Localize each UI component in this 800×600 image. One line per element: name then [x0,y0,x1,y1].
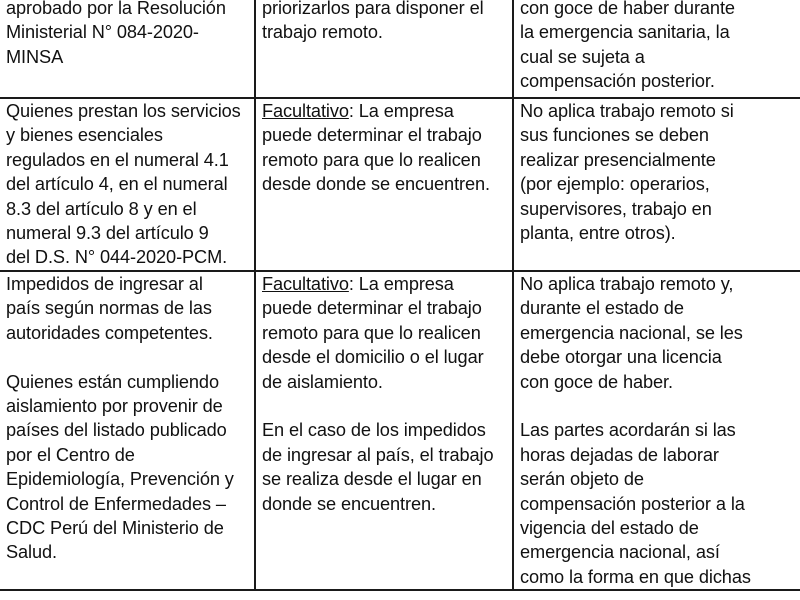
cell-text: donde se encuentren. [262,493,436,514]
cell-text: Control de Enfermedades – [6,493,226,514]
table-cell [513,271,800,590]
cell-text: Salud. [6,542,57,563]
cell-text: (por ejemplo: operarios, [520,174,710,195]
cell-text: del artículo 4, en el numeral [6,174,228,195]
table-row [0,0,800,98]
cell-text: de ingresar al país, el trabajo [262,444,494,465]
cell-text: aislamiento por provenir de [6,396,223,417]
cell-text: debe otorgar una licencia [520,347,722,368]
cell-text: Epidemiología, Prevención y [6,469,234,490]
table-row [0,98,800,271]
table-cell [255,271,513,590]
cell-text: numeral 9.3 del artículo 9 [6,223,209,244]
cell-text [262,99,506,123]
cell-text: autoridades competentes. [6,322,213,343]
cell-text: se realiza desde el lugar en [262,469,482,490]
table-cell [0,0,255,98]
cell-text: Ministerial N° 084-2020- [6,22,199,43]
table-cell [0,271,255,590]
cell-text: puede determinar el trabajo [262,298,482,319]
cell-text: No aplica trabajo remoto si [520,101,734,121]
cell-text: En el caso de los impedidos [262,420,486,441]
table-cell [0,98,255,271]
cell-text: emergencia nacional, se les [520,322,743,343]
cell-text: remoto para que lo realicen [262,149,481,170]
cell-text: la emergencia sanitaria, la [520,22,730,43]
cell-text: durante el estado de [520,298,684,319]
cell-text: y bienes esenciales [6,125,163,146]
table-cell [513,98,800,271]
cell-text: país según normas de las [6,298,212,319]
cell-text-rest: : La empresa [348,274,454,294]
cell-text: planta, entre otros). [520,223,676,244]
cell-text-rest: : La empresa [348,101,454,121]
cell-text: regulados en el numeral 4.1 [6,149,229,170]
cell-text: países del listado publicado [6,420,227,441]
cell-text: priorizarlos para disponer el [262,0,484,18]
cell-text: Quienes están cumpliendo [6,371,219,392]
cell-text: CDC Perú del Ministerio de [6,518,224,539]
cell-text: Quienes prestan los servicios [6,101,241,121]
cell-text [262,272,506,296]
table-cell [255,0,513,98]
cell-text: compensación posterior a la [520,493,745,514]
cell-text: remoto para que lo realicen [262,322,481,343]
table-row [0,271,800,590]
cell-text: desde el domicilio o el lugar [262,347,484,368]
table-cell [513,0,800,98]
cell-text: realizar presencialmente [520,149,716,170]
cell-text: aprobado por la Resolución [6,0,226,18]
facultativo-label: Facultativo [262,101,349,121]
cell-text: con goce de haber. [520,371,673,392]
cell-text: compensación posterior. [520,71,715,92]
cell-text: del D.S. N° 044-2020-PCM. [6,247,228,268]
cell-text: sus funciones se deben [520,125,709,146]
cell-text: con goce de haber durante [520,0,735,18]
cell-text: puede determinar el trabajo [262,125,482,146]
cell-text: MINSA [6,46,64,67]
cell-text: serán objeto de [520,469,644,490]
cell-text: emergencia nacional, así [520,542,720,563]
cell-text: horas dejadas de laborar [520,444,719,465]
cell-text: No aplica trabajo remoto y, [520,274,734,294]
cell-text: 8.3 del artículo 8 y en el [6,198,197,219]
cell-text: desde donde se encuentren. [262,174,490,195]
cell-text: Las partes acordarán si las [520,420,736,441]
cell-text: por el Centro de [6,444,135,465]
cell-text: como la forma en que dichas [520,566,751,587]
table-cell [255,98,513,271]
cell-text: Impedidos de ingresar al [6,274,203,294]
facultativo-label: Facultativo [262,274,349,294]
cell-text: trabajo remoto. [262,22,383,43]
cell-text: cual se sujeta a [520,46,645,67]
cell-text: vigencia del estado de [520,518,699,539]
cell-text: supervisores, trabajo en [520,198,712,219]
cell-text: de aislamiento. [262,371,383,392]
